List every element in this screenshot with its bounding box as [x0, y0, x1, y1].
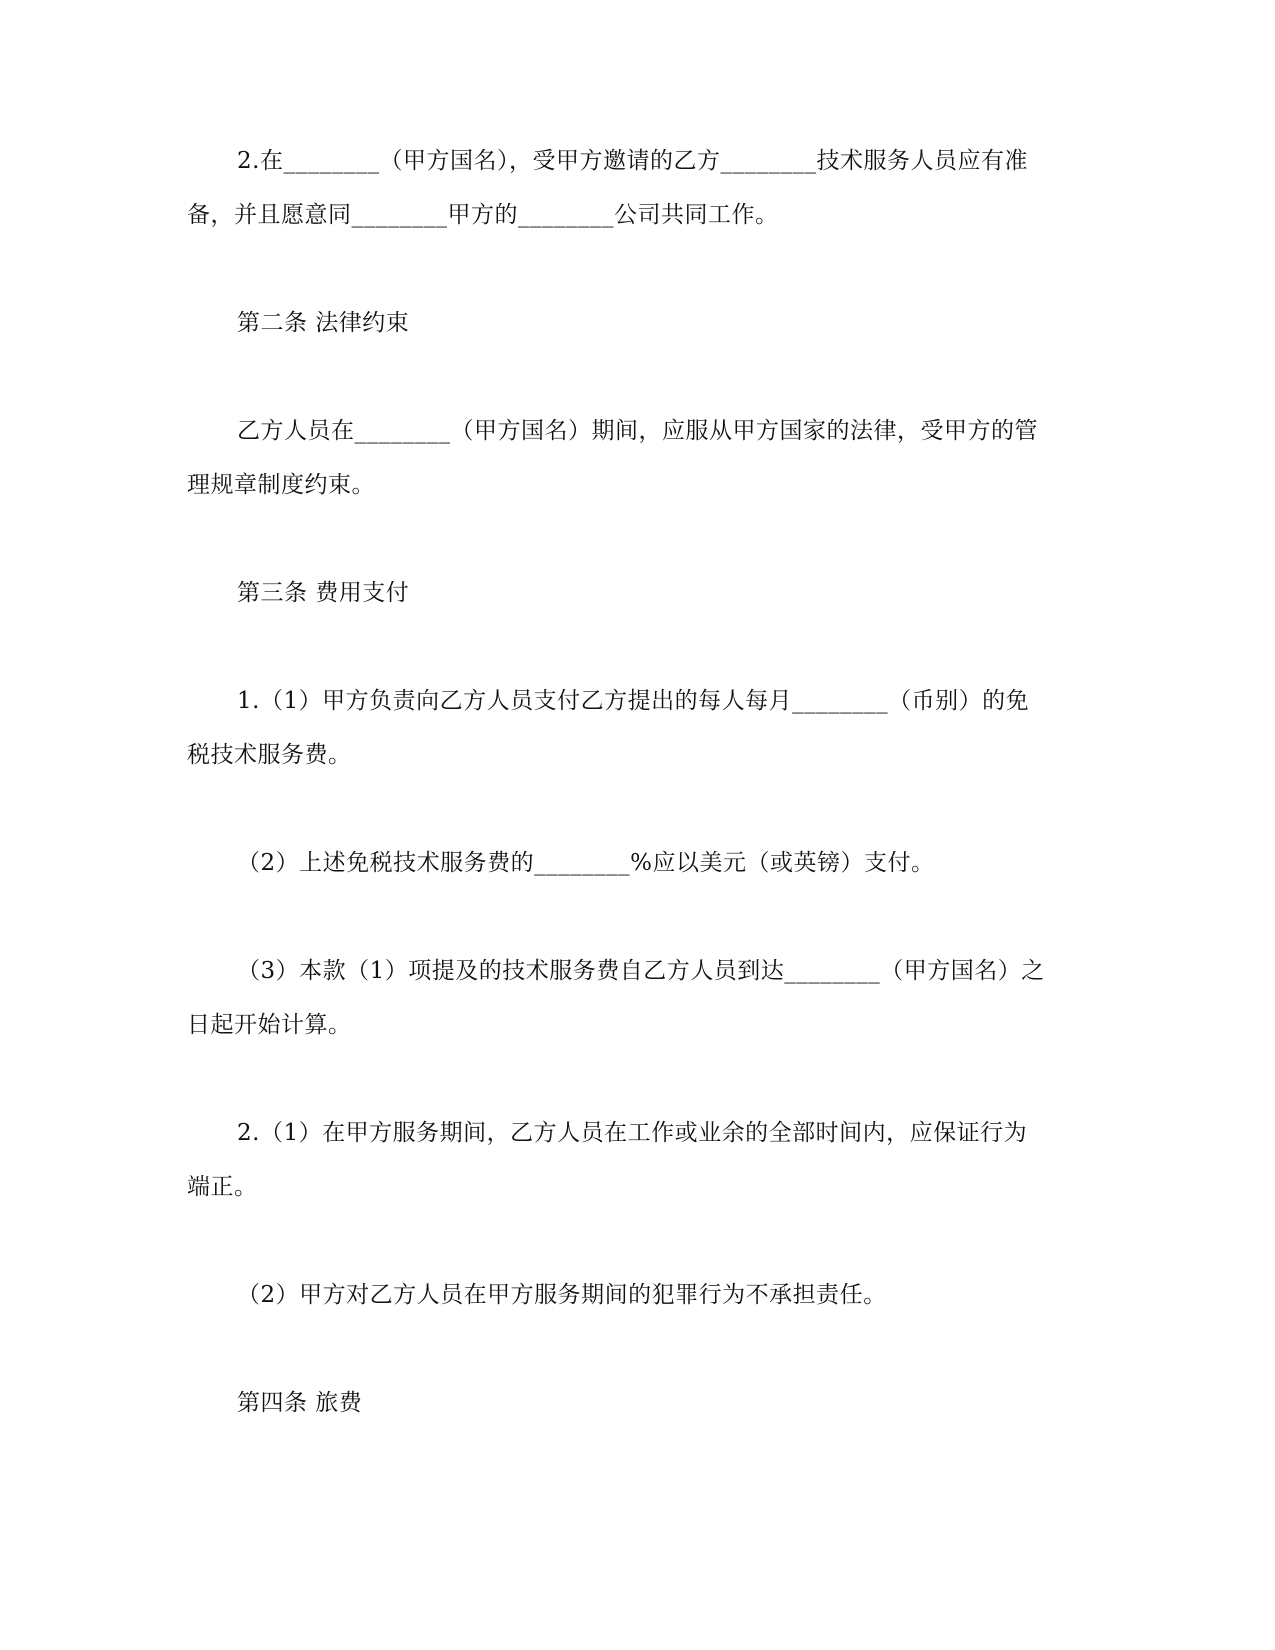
paragraph-6-line-1: 2.（1）在甲方服务期间，乙方人员在工作或业余的全部时间内，应保证行为	[237, 1120, 1028, 1146]
paragraph-4-line-1: （2）上述免税技术服务费的________%应以美元（或英镑）支付。	[237, 850, 935, 876]
paragraph-2-line-1: 乙方人员在________（甲方国名）期间，应服从甲方国家的法律，受甲方的管	[237, 418, 1038, 444]
paragraph-1-line-2: 备，并且愿意同________甲方的________公司共同工作。	[187, 202, 779, 228]
section-heading-2: 第二条 法律约束	[237, 310, 410, 336]
section-heading-4: 第四条 旅费	[237, 1390, 363, 1416]
section-heading-3: 第三条 费用支付	[237, 580, 410, 606]
paragraph-5-line-2: 日起开始计算。	[187, 1012, 352, 1038]
paragraph-3-line-1: 1.（1）甲方负责向乙方人员支付乙方提出的每人每月________（币别）的免	[237, 688, 1030, 714]
paragraph-2-line-2: 理规章制度约束。	[187, 472, 375, 498]
paragraph-6-line-2: 端正。	[187, 1174, 258, 1200]
paragraph-3-line-2: 税技术服务费。	[187, 742, 352, 768]
paragraph-7-line-1: （2）甲方对乙方人员在甲方服务期间的犯罪行为不承担责任。	[237, 1282, 887, 1308]
paragraph-1-line-1: 2.在________（甲方国名），受甲方邀请的乙方________技术服务人员应有准	[237, 148, 1028, 174]
paragraph-5-line-1: （3）本款（1）项提及的技术服务费自乙方人员到达________（甲方国名）之	[237, 958, 1045, 984]
